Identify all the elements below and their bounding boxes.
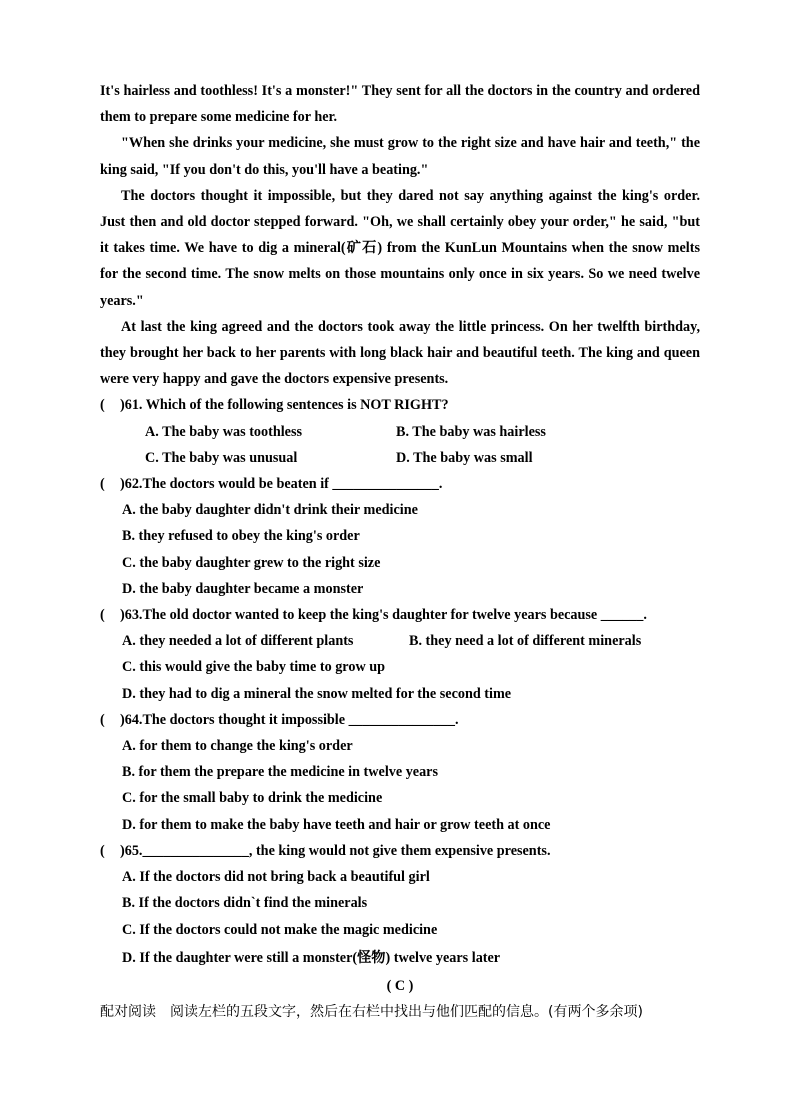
option-c: C. for the small baby to drink the medicine <box>122 790 383 807</box>
option-d: D. they had to dig a mineral the snow melted for the second time <box>122 685 512 702</box>
section-c-heading: ( C ) <box>386 977 414 994</box>
document-page <box>100 78 700 1025</box>
option-a: A. the baby daughter didn't drink their medicine <box>122 502 418 519</box>
option-b: B. they need a lot of different minerals <box>409 633 642 650</box>
option-c: C. this would give the baby time to grow up <box>122 659 386 676</box>
question-stem: )63.The old doctor wanted to keep the king's daughter for twelve years because ______. <box>120 607 647 624</box>
passage-paragraph-1: It's hairless and toothless! It's a monster!" They sent for all the doctors in the country and ordered them to prepare some medicine for her. <box>100 83 700 126</box>
passage-paragraph-3: The doctors thought it impossible, but they dared not say anything against the king's order. Just then and old doctor stepped forward. "Oh, we shall certainly obey your order," he said, "but it takes time. We have to dig a mineral(矿石) from the KunLun Mountains when the snow melts for the second time. The snow melts on those mountains only once in six years. So we need twelve years." <box>100 187 700 309</box>
option-b: B. for them the prepare the medicine in twelve years <box>122 764 439 781</box>
option-a: A. If the doctors did not bring back a beautiful girl <box>122 869 430 886</box>
passage-paragraph-4: At last the king agreed and the doctors took away the little princess. On her twelfth birthday, they brought her back to her parents with long black hair and beautiful teeth. The king and queen were very happy and gave the doctors expensive presents. <box>100 318 700 388</box>
question-stem: )64.The doctors thought it impossible _______________. <box>120 711 459 728</box>
option-b: B. they refused to obey the king's order <box>122 528 360 545</box>
answer-blank[interactable]: ( <box>100 842 105 859</box>
option-a: A. The baby was toothless <box>145 423 303 440</box>
answer-blank[interactable]: ( <box>100 397 105 414</box>
option-c: C. The baby was unusual <box>145 449 298 466</box>
option-a: A. for them to change the king's order <box>122 738 353 755</box>
section-c-instruction: 配对阅读 阅读左栏的五段文字，然后在右栏中找出与他们匹配的信息。(有两个多余项) <box>100 1003 643 1020</box>
option-d: D. for them to make the baby have teeth and hair or grow teeth at once <box>122 816 551 833</box>
option-a: A. they needed a lot of different plants <box>122 633 354 650</box>
option-b: B. The baby was hairless <box>396 423 546 440</box>
option-d: D. the baby daughter became a monster <box>122 580 364 597</box>
question-61 <box>100 392 700 471</box>
option-c: C. If the doctors could not make the magic medicine <box>122 921 438 938</box>
option-d: D. If the daughter were still a monster(怪物) twelve years later <box>122 949 501 966</box>
question-64 <box>100 707 700 838</box>
question-62 <box>100 471 700 602</box>
question-stem: )62.The doctors would be beaten if _______________. <box>120 476 443 493</box>
answer-blank[interactable]: ( <box>100 607 105 624</box>
answer-blank[interactable]: ( <box>100 711 105 728</box>
option-b: B. If the doctors didn`t find the minerals <box>122 895 368 912</box>
passage-paragraph-2: "When she drinks your medicine, she must grow to the right size and have hair and teeth," the king said, "If you don't do this, you'll have a beating." <box>100 135 700 178</box>
question-65 <box>100 838 700 973</box>
answer-blank[interactable]: ( <box>100 476 105 493</box>
question-stem: )65._______________, the king would not give them expensive presents. <box>120 842 551 859</box>
question-stem: )61. Which of the following sentences is NOT RIGHT? <box>120 397 449 414</box>
option-d: D. The baby was small <box>396 449 533 466</box>
question-63 <box>100 602 700 707</box>
option-c: C. the baby daughter grew to the right size <box>122 554 381 571</box>
